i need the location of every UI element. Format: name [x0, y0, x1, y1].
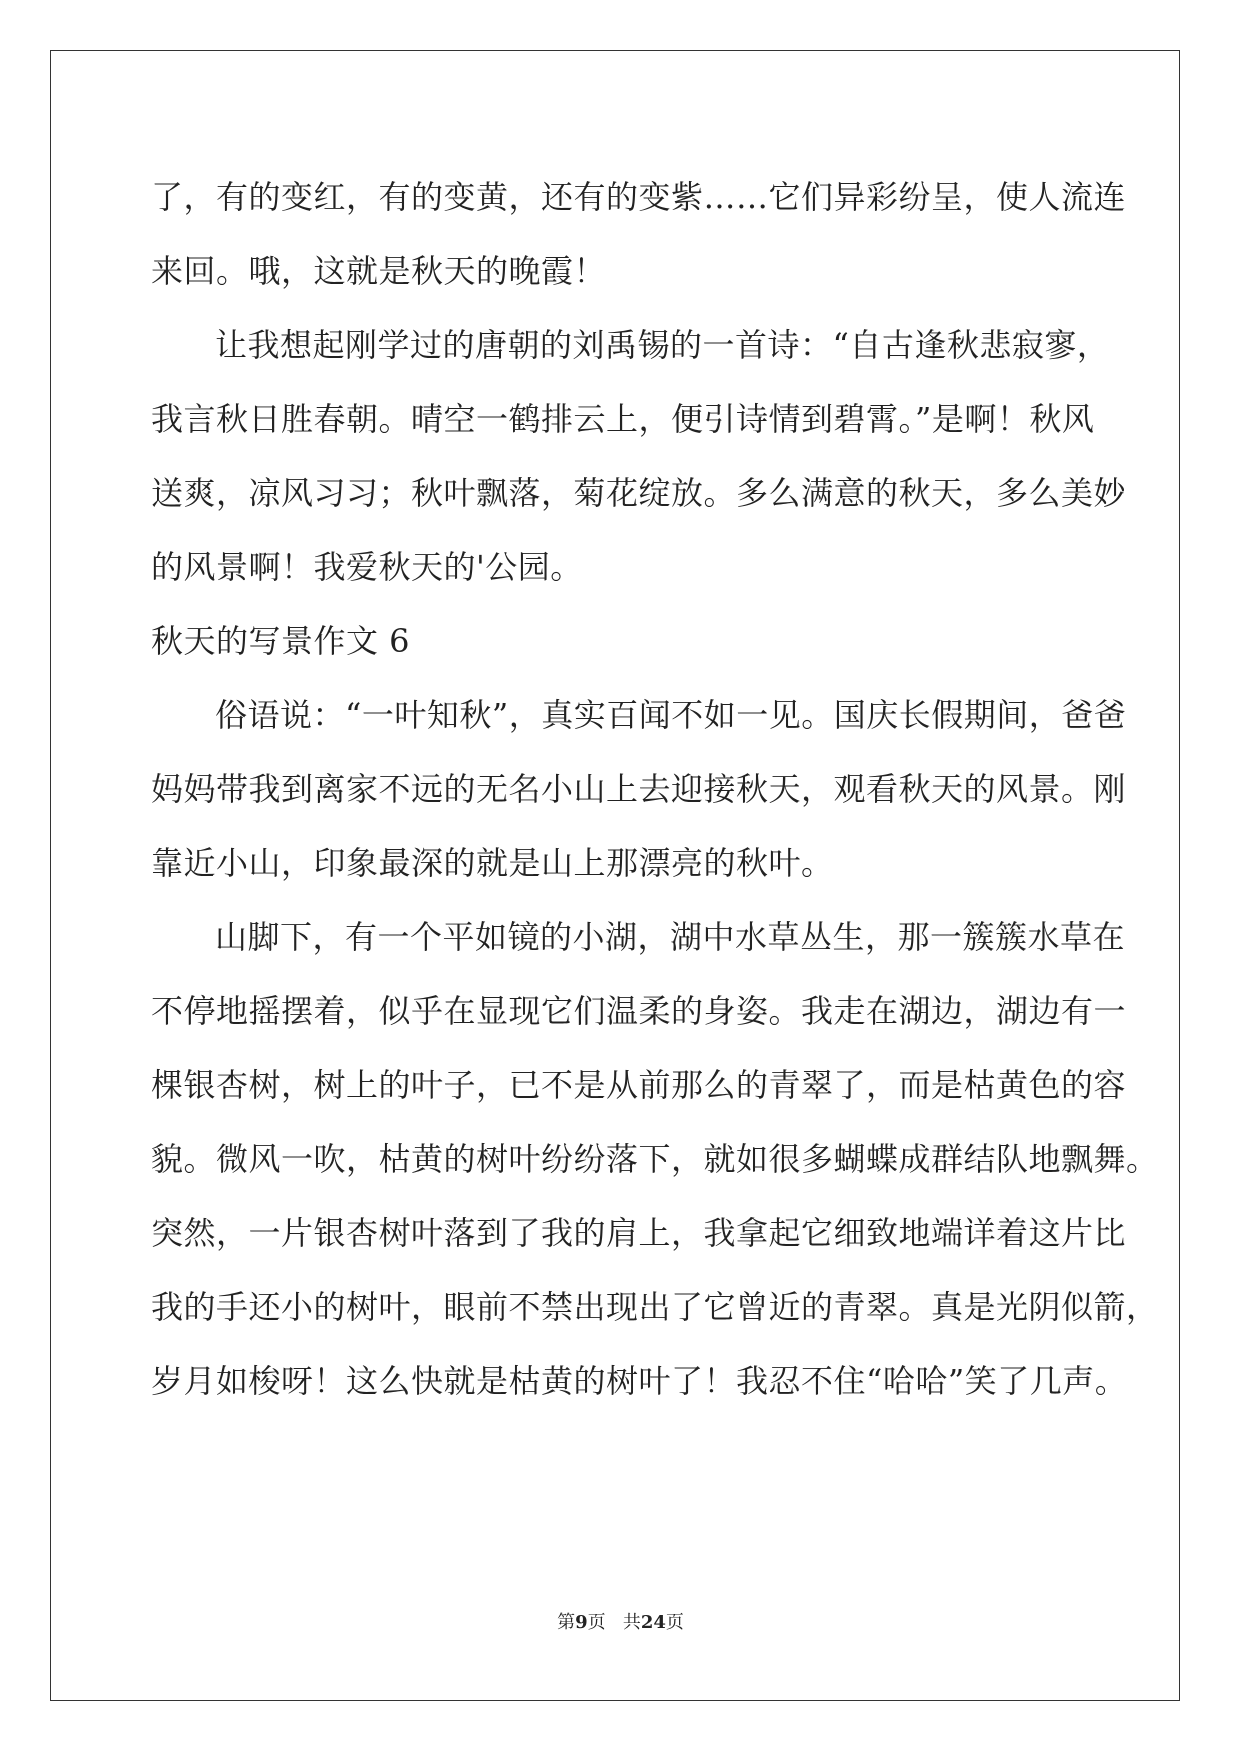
body-line: 不停地摇摆着，似乎在显现它们温柔的身姿。我走在湖边，湖边有一: [151, 992, 1127, 1030]
body-line: 山脚下，有一个平如镜的小湖，湖中水草丛生，那一簇簇水草在: [215, 918, 1126, 956]
body-line: 貌。微风一吹，枯黄的树叶纷纷落下，就如很多蝴蝶成群结队地飘舞。: [151, 1140, 1159, 1178]
document-body: [151, 160, 1159, 1418]
footer-total-prefix: 共: [622, 1612, 641, 1633]
body-line: 妈妈带我到离家不远的无名小山上去迎接秋天，观看秋天的风景。刚: [151, 770, 1127, 808]
body-line: 我言秋日胜春朝。晴空一鹤排云上，便引诗情到碧霄。”是啊！秋风: [151, 400, 1095, 438]
body-line: 来回。哦，这就是秋天的晚霞！: [151, 252, 607, 290]
current-page-number: 9: [575, 1612, 588, 1633]
footer-total-suffix: 页: [665, 1612, 684, 1633]
body-line: 岁月如梭呀！这么快就是枯黄的树叶了！我忍不住“哈哈”笑了几声。: [151, 1362, 1128, 1400]
body-line: 的风景啊！我爱秋天的'公园。: [151, 548, 583, 586]
body-line: 送爽，凉风习习；秋叶飘落，菊花绽放。多么满意的秋天，多么美妙: [151, 474, 1127, 512]
body-line: 突然，一片银杏树叶落到了我的肩上，我拿起它细致地端详着这片比: [151, 1214, 1127, 1252]
footer-page-suffix: 页: [587, 1612, 606, 1633]
page-footer: [0, 1608, 1241, 1634]
body-line: 让我想起刚学过的唐朝的刘禹锡的一首诗：“自古逢秋悲寂寥，: [215, 326, 1110, 364]
body-line: 棵银杏树，树上的叶子，已不是从前那么的青翠了，而是枯黄色的容: [151, 1066, 1127, 1104]
body-line: 俗语说：“一叶知秋”，真实百闻不如一见。国庆长假期间，爸爸: [215, 696, 1127, 734]
footer-prefix: 第: [557, 1612, 576, 1633]
body-line: 靠近小山，印象最深的就是山上那漂亮的秋叶。: [151, 844, 834, 882]
body-line: 我的手还小的树叶，眼前不禁出现出了它曾近的青翠。真是光阴似箭，: [151, 1288, 1159, 1326]
section-heading: 秋天的写景作文 6: [151, 622, 411, 660]
total-page-count: 24: [640, 1612, 666, 1633]
body-line: 了，有的变红，有的变黄，还有的变紫……它们异彩纷呈，使人流连: [151, 178, 1127, 216]
